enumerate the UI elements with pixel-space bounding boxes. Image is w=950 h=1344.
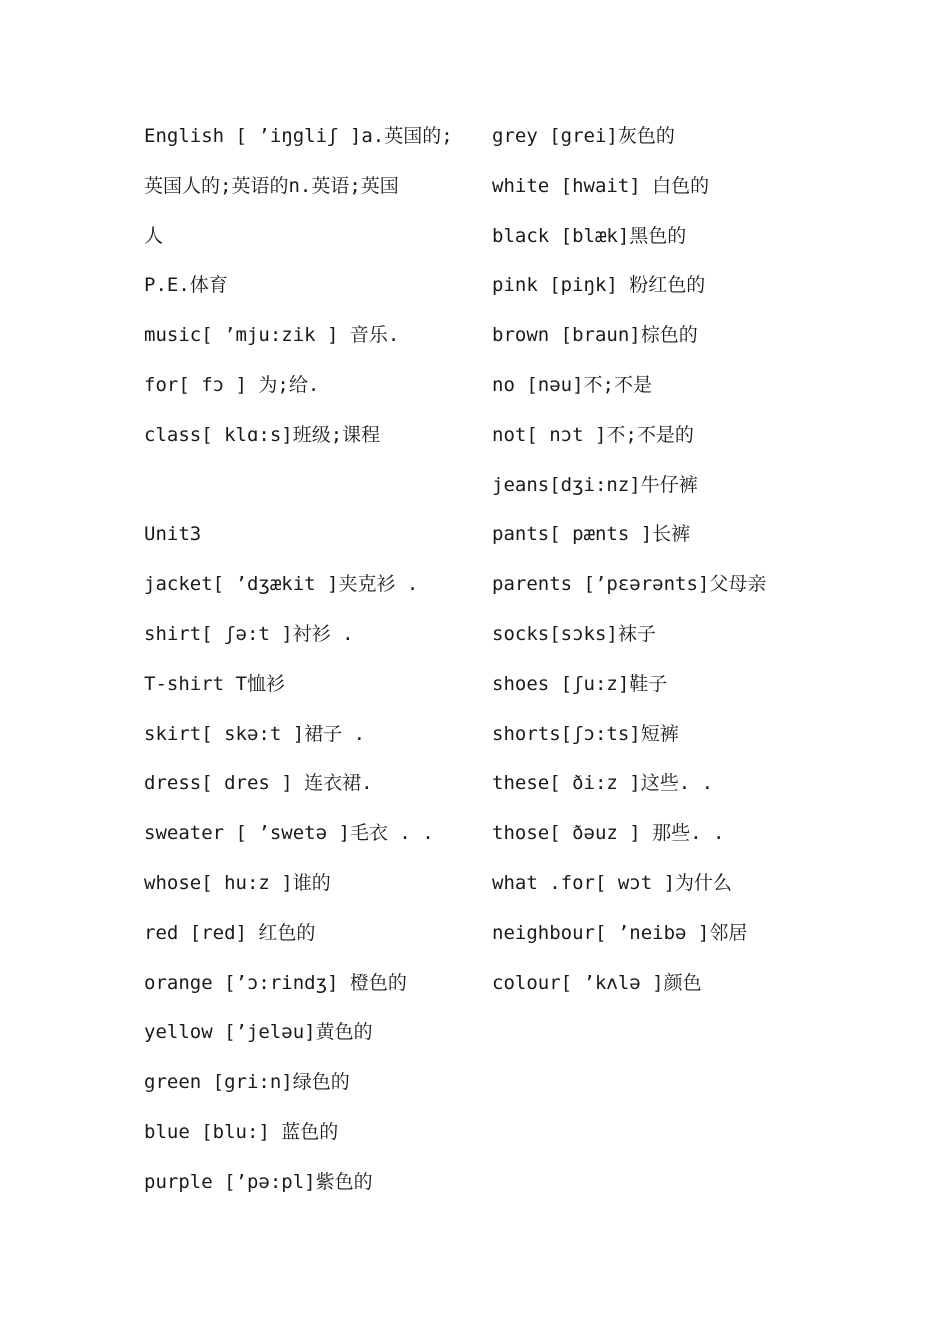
- vocab-entry: brown [braun]棕色的: [492, 324, 698, 347]
- vocab-entry: T-shirt T恤衫: [144, 672, 285, 695]
- vocab-entry: jacket[ ’dʒækit ]夹克衫 .: [144, 573, 419, 596]
- vocab-entry: red [red] 红色的: [144, 921, 316, 944]
- unit-heading: Unit3: [144, 523, 202, 546]
- blank-line: [144, 461, 464, 511]
- vocab-entry: grey [grei]灰色的: [492, 125, 675, 147]
- vocab-entry: pants[ pænts ]长裤: [492, 523, 691, 546]
- vocab-entry: dress[ dres ] 连衣裙.: [144, 772, 373, 795]
- vocab-entry: yellow [’jeləu]黄色的: [144, 1021, 373, 1044]
- vocab-entry: for[ fɔ ] 为;给.: [144, 373, 320, 396]
- vocab-entry: green [gri:n]绿色的: [144, 1071, 350, 1094]
- vocab-entry: jeans[dʒi:nz]牛仔裤: [492, 473, 698, 496]
- vocab-entry: orange [’ɔ:rindʒ] 橙色的: [144, 971, 407, 994]
- vocab-entry: parents [’pɛərənts]父母亲: [492, 573, 767, 596]
- vocab-entry: pink [piŋk] 粉红色的: [492, 274, 706, 297]
- vocab-entry: socks[sɔks]袜子: [492, 622, 656, 645]
- vocab-entry: colour[ ’kʌlə ]颜色: [492, 971, 702, 994]
- vocab-entry: English [ ’iŋgliʃ ]a.英国的;: [144, 125, 453, 147]
- vocab-entry: sweater [ ’swetə ]毛衣 . .: [144, 822, 434, 845]
- vocab-entry: music[ ’mju:zik ] 音乐.: [144, 324, 400, 347]
- vocab-entry: class[ klɑ:s]班级;课程: [144, 423, 381, 446]
- vocab-entry: blue [blu:] 蓝色的: [144, 1120, 339, 1143]
- left-vocabulary-column: [144, 112, 464, 1208]
- vocab-entry: 英国人的;英语的n.英语;英国: [144, 174, 399, 197]
- vocab-entry: 人: [144, 224, 164, 247]
- vocab-entry: shorts[ʃɔ:ts]短裤: [492, 722, 679, 745]
- vocab-entry: neighbour[ ’neibə ]邻居: [492, 921, 748, 944]
- vocab-entry: what .for[ wɔt ]为什么: [492, 871, 733, 894]
- vocab-entry: these[ ði:z ]这些. .: [492, 772, 714, 795]
- vocab-entry: shoes [ʃu:z]鞋子: [492, 672, 668, 695]
- vocab-entry: skirt[ skə:t ]裙子 .: [144, 722, 366, 745]
- vocab-entry: those[ ðəuz ] 那些. .: [492, 822, 725, 845]
- vocab-entry: black [blæk]黑色的: [492, 224, 687, 247]
- vocab-entry: white [hwait] 白色的: [492, 174, 710, 197]
- vocab-entry: no [nəu]不;不是: [492, 373, 652, 396]
- right-vocabulary-column: [492, 112, 792, 1008]
- vocab-entry: whose[ hu:z ]谁的: [144, 871, 331, 894]
- vocab-entry: purple [’pə:pl]紫色的: [144, 1170, 373, 1193]
- vocab-entry: shirt[ ʃə:t ]衬衫 .: [144, 622, 354, 645]
- vocab-entry: not[ nɔt ]不;不是的: [492, 423, 694, 446]
- vocab-entry: P.E.体育: [144, 274, 228, 297]
